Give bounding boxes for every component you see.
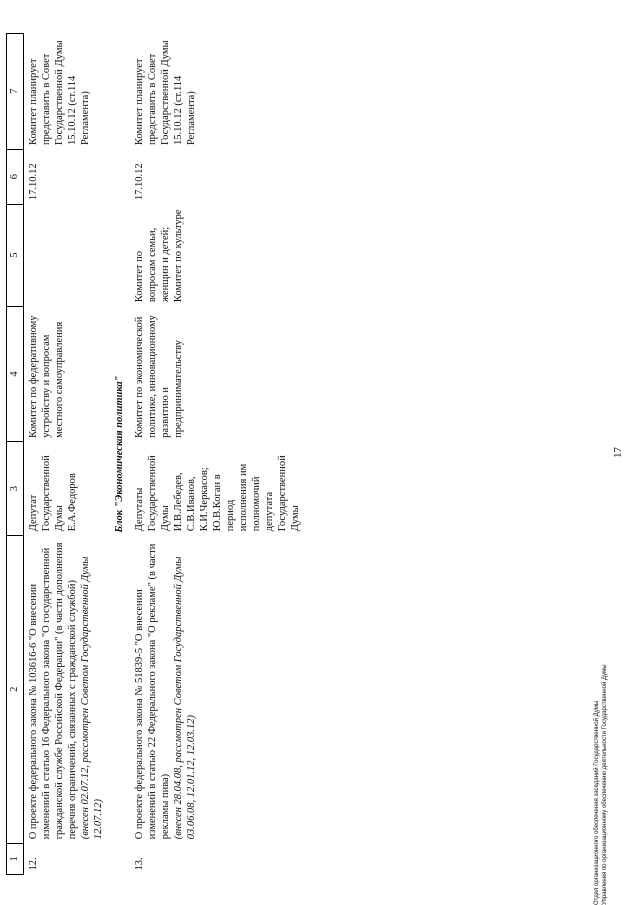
bill-title: О проекте федерального закона № 103616-6 "О внесении изменений в статью 16 Федерального закона "О государственной гражданской службе Российской Федерации" (в части дополнения перечня ограничений, связанных с гражданской службой) — [28, 542, 78, 840]
col-header-4: 4 — [7, 306, 24, 442]
block-heading: Блок "Экономическая политика" — [114, 375, 125, 533]
page-number: 17 — [612, 447, 624, 458]
bill-title: О проекте федерального закона № 51839-5 "О внесении изменений в статью 22 Федерального закона "О рекламе" (в части рекламы пива) — [134, 543, 171, 840]
row-number: 12. — [28, 857, 39, 871]
bill-note: (внесен 02.07.12, рассмотрен Советом Государственной Думы 12.07.12) — [80, 556, 104, 840]
committee-cell: Комитет по федеративному устройству и вопросам местного самоуправления — [28, 315, 65, 438]
footer-line-2: Управления по организационному обеспечению деятельности Государственной Думы — [602, 664, 608, 905]
table-row — [130, 34, 304, 875]
bill-cell — [24, 535, 108, 843]
col-header-2: 2 — [7, 535, 24, 843]
co-committees-cell: Комитет по вопросам семьи, женщин и детей; Комитет по культуре — [134, 209, 184, 303]
remark-cell: Комитет планирует представить в Совет Государственной Думы 15.10.12 (ст.114 Регламента) — [134, 40, 197, 146]
author-cell: Депутат Государственной Думы Е.А.Федоров — [28, 455, 78, 532]
committee-cell: Комитет по экономической политике, инновационному развитию и предпринимательству — [134, 315, 184, 438]
page-footer — [593, 365, 609, 905]
co-committees-cell — [24, 204, 108, 306]
col-header-7: 7 — [7, 34, 24, 150]
col-header-6: 6 — [7, 149, 24, 204]
bills-table — [6, 33, 304, 875]
col-header-3: 3 — [7, 442, 24, 535]
remark-cell: Комитет планирует представить в Совет Государственной Думы 15.10.12 (ст.114 Регламента) — [28, 40, 91, 146]
column-numbers-row — [7, 34, 24, 875]
block-heading-row — [107, 34, 130, 875]
date-cell: 17.10.12 — [134, 163, 145, 201]
footer-line-1: Отдел организационного обеспечения заседаний Государственной Думы — [594, 700, 600, 905]
bill-note: (внесен 28.04.08, рассмотрен Советом Государственной Думы 03.06.08, 12.01.12, 12.03.12) — [173, 556, 197, 840]
author-cell: Депутаты Государственной Думы И.В.Лебедев, С.В.Иванов, К.И.Черкасов; Ю.В.Коган в период исполнения им полномочий депутата Государственной Думы — [134, 455, 301, 532]
col-header-1: 1 — [7, 843, 24, 874]
col-header-5: 5 — [7, 204, 24, 306]
date-cell: 17.10.12 — [28, 163, 39, 201]
bill-cell — [130, 535, 304, 843]
row-number: 13. — [134, 857, 145, 871]
table-row — [24, 34, 108, 875]
